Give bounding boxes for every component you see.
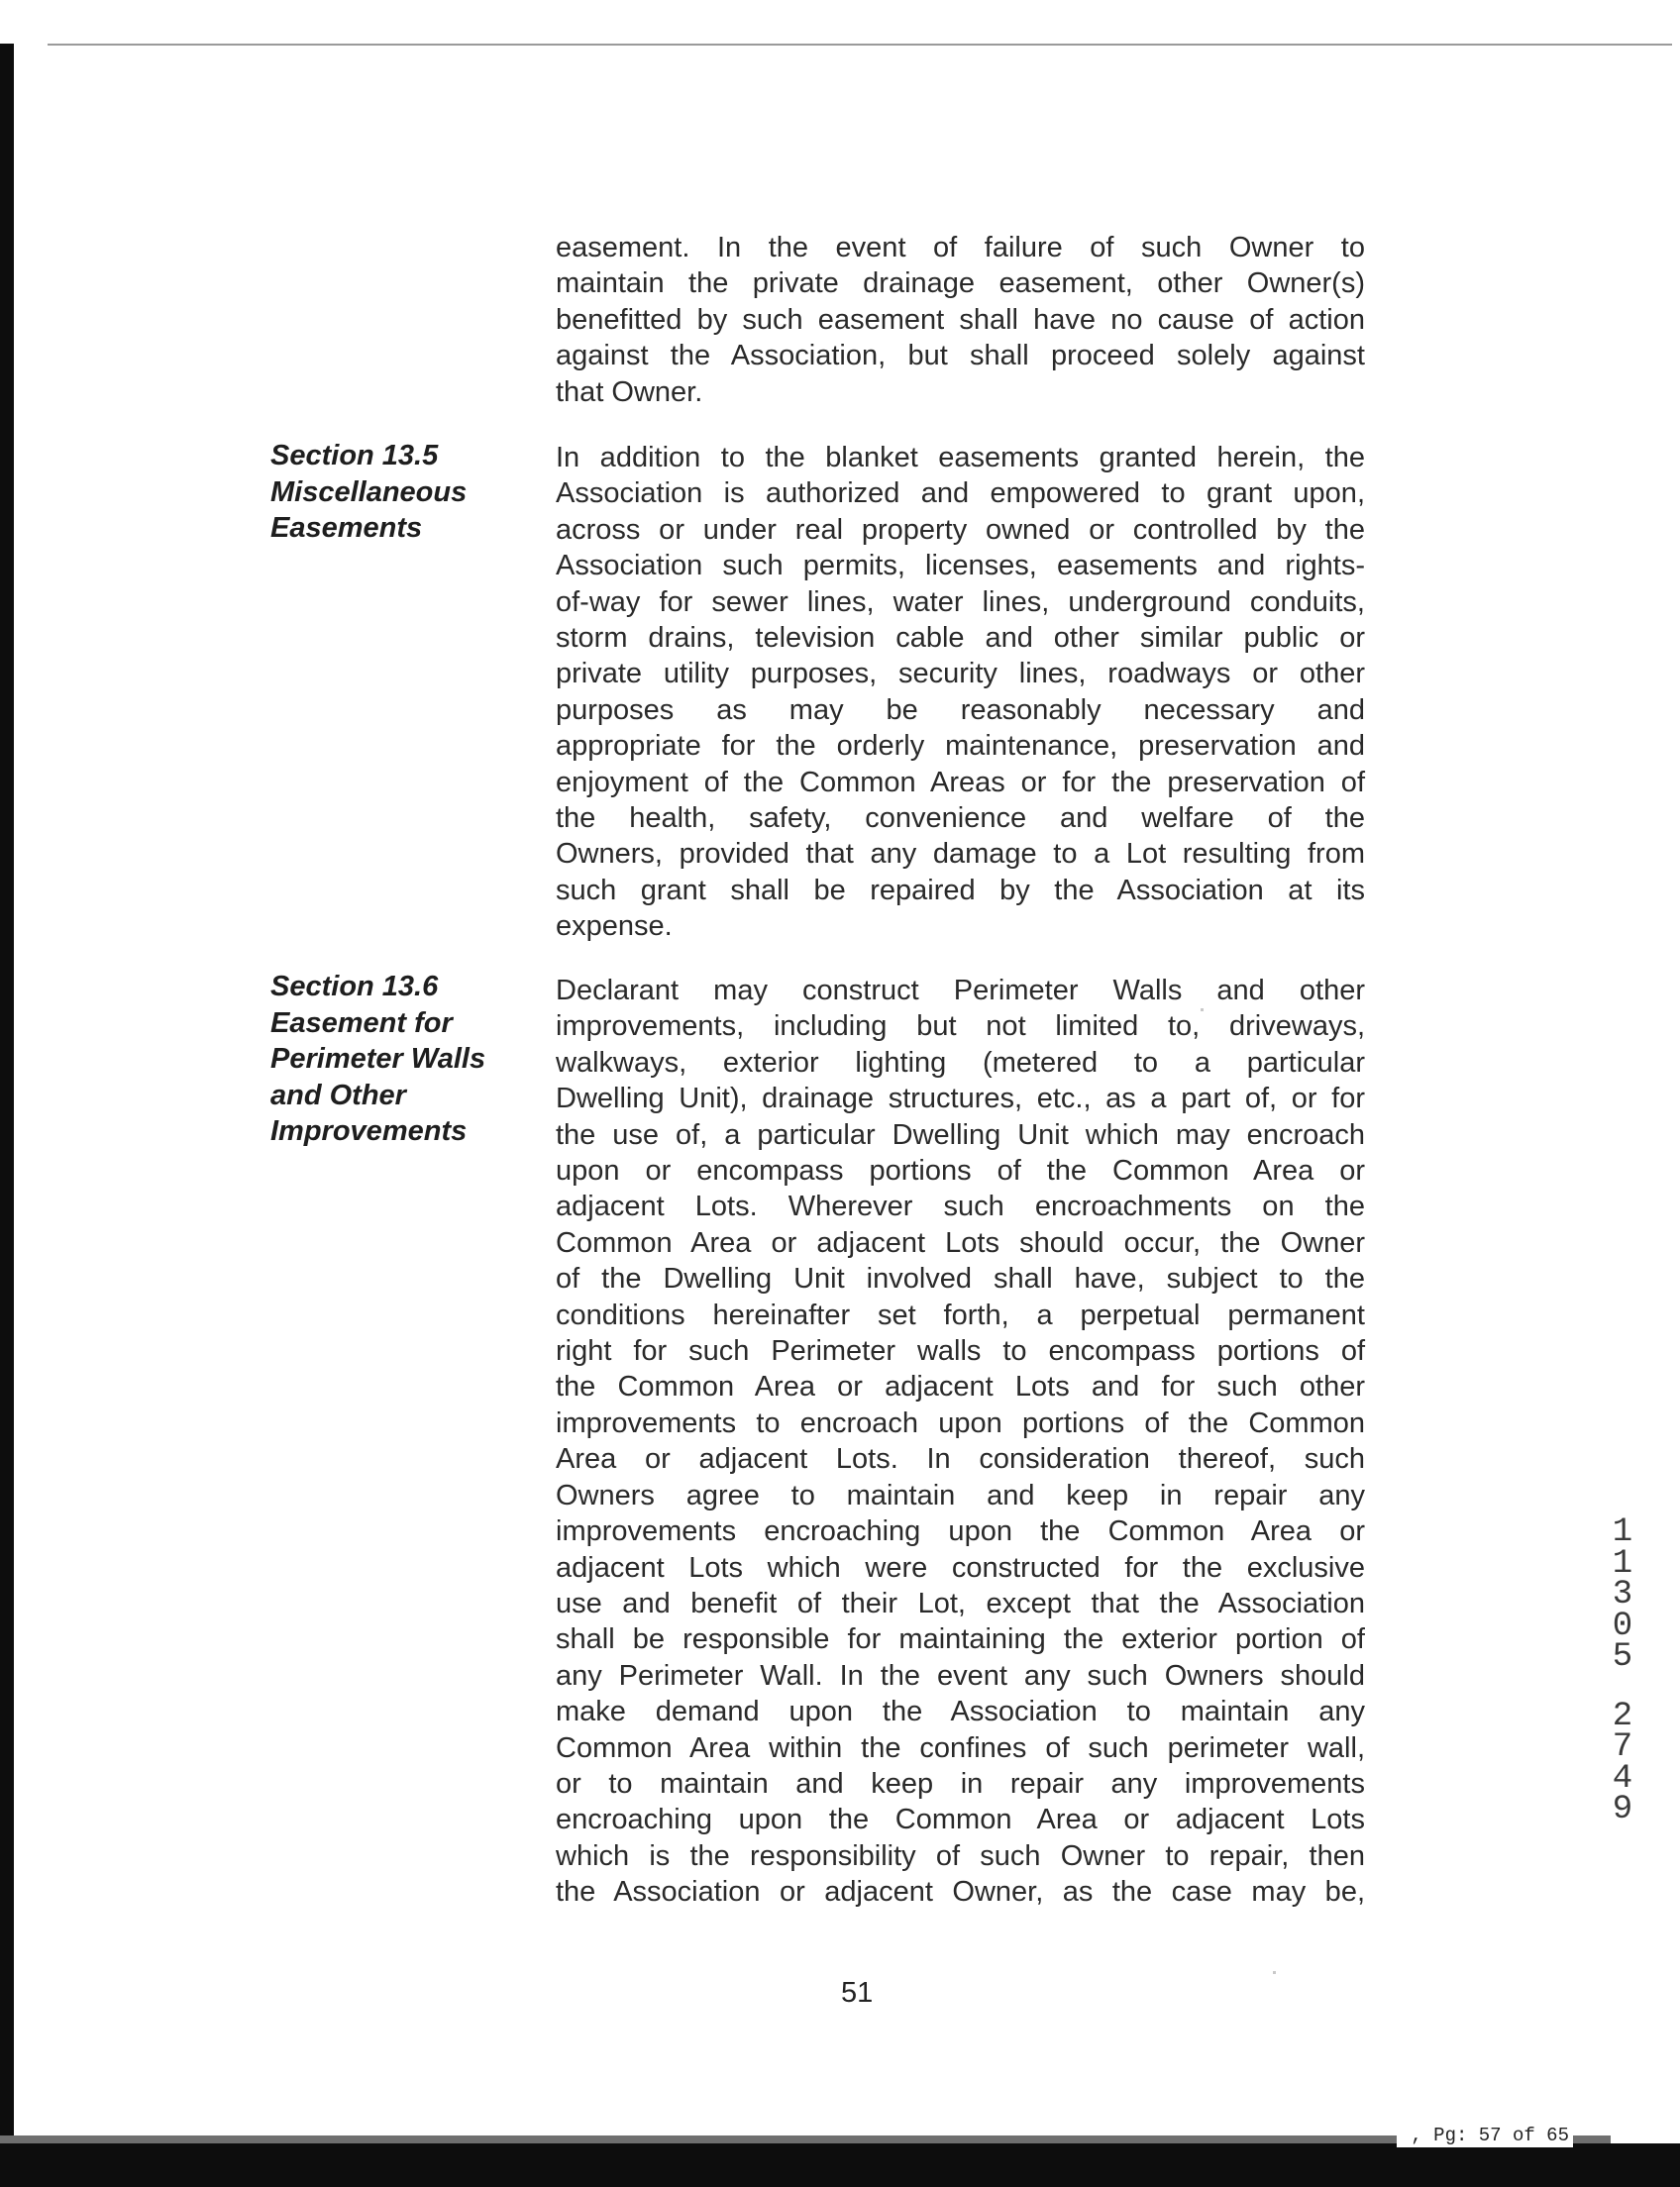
text-line: Owners agree to maintain and keep in repair any [556, 1479, 1365, 1511]
page-indicator: , Pg: 57 of 65 [1397, 2124, 1573, 2147]
paragraph-13-4-continued [556, 230, 1365, 410]
text-line: maintain the private drainage easement, other Owner(s) [556, 267, 1365, 300]
stamp-digit: 3 [1612, 1576, 1633, 1614]
text-line: against the Association, but shall proceed solely against [556, 340, 1365, 372]
text-line: improvements, including but not limited to, driveways, [556, 1010, 1365, 1043]
scan-speck [1273, 1971, 1276, 1974]
heading-line: and Other [270, 1079, 406, 1111]
text-line: Area or adjacent Lots. In consideration thereof, such [556, 1443, 1365, 1476]
heading-line: Easement for [270, 1006, 453, 1039]
heading-line: Section 13.6 [270, 971, 439, 1002]
text-line: walkways, exterior lighting (metered to a particular [556, 1046, 1365, 1079]
section-13-6-body [556, 973, 1365, 1911]
text-line: expense. [556, 910, 673, 943]
section-13-5-heading [270, 438, 467, 547]
bottom-scan-band [0, 2135, 1611, 2143]
text-line: conditions hereinafter set forth, a perpetual permanent [556, 1299, 1365, 1331]
text-line: of the Dwelling Unit involved shall have, subject to the [556, 1263, 1365, 1296]
heading-line: Section 13.5 [270, 440, 439, 471]
text-line: the Common Area or adjacent Lots and for such other [556, 1371, 1365, 1404]
text-line: which is the responsibility of such Owner to repair, then [556, 1839, 1365, 1872]
text-line: Owners, provided that any damage to a Lot resulting from [556, 838, 1365, 871]
stamp-digit: 0 [1612, 1607, 1633, 1645]
bottom-scan-border [0, 2143, 1680, 2187]
heading-line: Easements [270, 512, 423, 544]
text-line: private utility purposes, security lines, roadways or other [556, 658, 1365, 690]
section-13-6-heading [270, 969, 485, 1150]
text-line: any Perimeter Wall. In the event any such Owners should [556, 1659, 1365, 1692]
page-number: 51 [841, 1977, 874, 2009]
text-line: Declarant may construct Perimeter Walls and other [556, 975, 1365, 1006]
text-line: improvements to encroach upon portions of the Common [556, 1406, 1365, 1439]
recording-number-stamp [1603, 1513, 1642, 1828]
text-line: adjacent Lots which were constructed for the exclusive [556, 1551, 1365, 1584]
stamp-digit: 1 [1612, 1544, 1633, 1583]
heading-line: Perimeter Walls [270, 1043, 486, 1075]
text-line: Association such permits, licenses, easements and rights- [556, 550, 1365, 582]
text-line: the Association or adjacent Owner, as the case may be, [556, 1876, 1365, 1909]
stamp-digit: 9 [1612, 1791, 1633, 1828]
text-line: such grant shall be repaired by the Association at its [556, 874, 1365, 906]
text-line: appropriate for the orderly maintenance, preservation and [556, 730, 1365, 763]
text-line: or to maintain and keep in repair any improvements [556, 1767, 1365, 1800]
text-line: Dwelling Unit), drainage structures, etc., as a part of, or for [556, 1083, 1365, 1115]
stamp-digit: 4 [1612, 1759, 1633, 1798]
text-line: right for such Perimeter walls to encompass portions of [556, 1335, 1365, 1368]
text-line: easement. In the event of failure of such Owner to [556, 232, 1365, 263]
section-13-5-body [556, 440, 1365, 945]
text-line: improvements encroaching upon the Common Area or [556, 1515, 1365, 1548]
text-line: enjoyment of the Common Areas or for the preservation of [556, 766, 1365, 798]
text-line: storm drains, television cable and other similar public or [556, 622, 1365, 655]
text-line: In addition to the blanket easements granted herein, the [556, 442, 1365, 473]
text-line: encroaching upon the Common Area or adjacent Lots [556, 1804, 1365, 1836]
left-scan-border [0, 44, 14, 2187]
heading-line: Miscellaneous [270, 475, 468, 508]
text-line: make demand upon the Association to maintain any [556, 1696, 1365, 1728]
text-line: upon or encompass portions of the Common Area or [556, 1155, 1365, 1188]
heading-line: Improvements [270, 1115, 468, 1147]
text-line: adjacent Lots. Wherever such encroachments on the [556, 1191, 1365, 1223]
text-line: use and benefit of their Lot, except that the Association [556, 1587, 1365, 1619]
text-line: benefitted by such easement shall have no cause of action [556, 303, 1365, 336]
text-line: Association is authorized and empowered to grant upon, [556, 477, 1365, 510]
text-line: Common Area or adjacent Lots should occur, the Owner [556, 1226, 1365, 1259]
text-line: across or under real property owned or controlled by the [556, 513, 1365, 546]
stamp-digit: 2 [1612, 1697, 1633, 1735]
stamp-digit: 7 [1612, 1728, 1633, 1766]
text-line: the health, safety, convenience and welfare of the [556, 802, 1365, 835]
text-line: the use of, a particular Dwelling Unit which may encroach [556, 1118, 1365, 1151]
text-line: of-way for sewer lines, water lines, underground conduits, [556, 585, 1365, 618]
stamp-digit: 1 [1612, 1513, 1633, 1551]
top-border [48, 44, 1672, 46]
text-line: that Owner. [556, 375, 703, 408]
text-line: shall be responsible for maintaining the exterior portion of [556, 1623, 1365, 1656]
stamp-digit: 5 [1612, 1638, 1633, 1676]
text-line: purposes as may be reasonably necessary and [556, 693, 1365, 726]
text-line: Common Area within the confines of such perimeter wall, [556, 1731, 1365, 1764]
